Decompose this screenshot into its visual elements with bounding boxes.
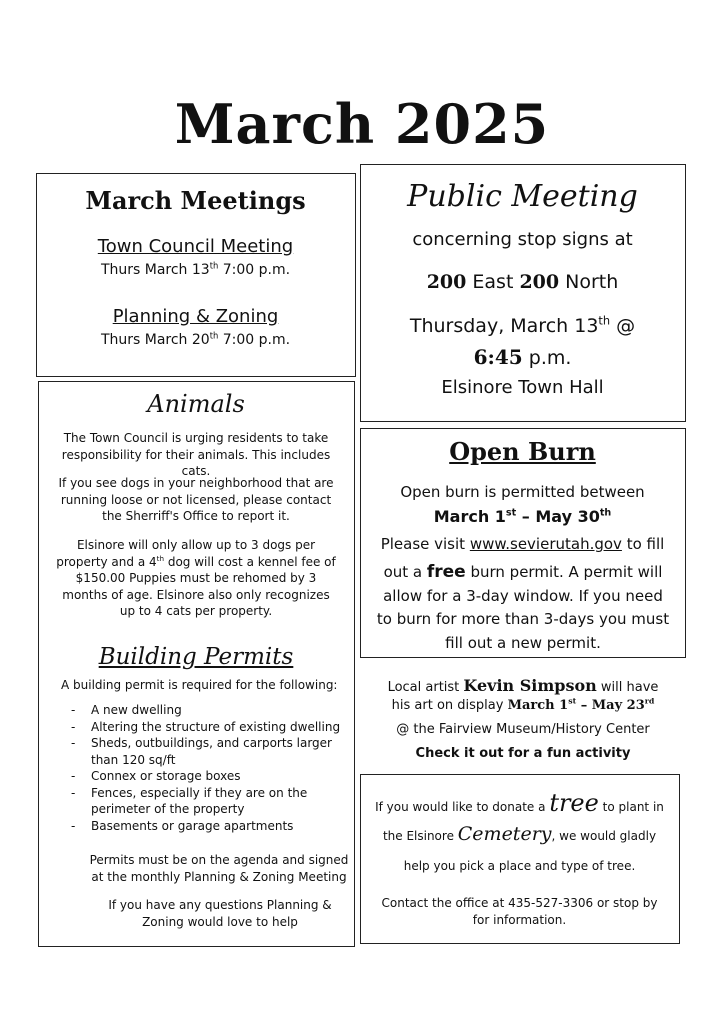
- building-permits-intro: A building permit is required for the following:: [61, 678, 338, 692]
- list-item: - Basements or garage apartments: [61, 818, 341, 835]
- meeting-1-time: Thurs March 13th 7:00 p.m.: [100, 260, 291, 278]
- meetings-heading: March Meetings: [85, 186, 306, 215]
- meeting-1-name: Town Council Meeting: [97, 236, 294, 257]
- animals-paragraph-3: Elsinore will only allow up to 3 dogs per property and a 4th dog will cost a kennel fee of $150.00 Puppies must be rehomed by 3 months of age. Elsinore also only recognizes up to 4 cats per property.: [56, 538, 336, 618]
- list-item: - Fences, especially if they are on the perimeter of the property: [61, 785, 341, 818]
- public-meeting-heading: Public Meeting: [407, 179, 638, 214]
- public-meeting-location: Elsinore Town Hall: [441, 377, 604, 398]
- tree-donation-box: [360, 774, 680, 944]
- list-item: - Sheds, outbuildings, and carports larger than 120 sq/ft: [61, 735, 341, 768]
- public-meeting-time: 6:45 p.m.: [473, 345, 572, 369]
- animals-paragraph-1: The Town Council is urging residents to take responsibility for their animals. This includes cats.: [61, 431, 331, 478]
- public-meeting-date: Thursday, March 13th @: [409, 313, 636, 337]
- meetings-box: [36, 173, 356, 377]
- artist-venue: @ the Fairview Museum/History Center: [396, 722, 650, 737]
- open-burn-heading: Open Burn: [449, 437, 596, 466]
- building-permits-list: [61, 702, 341, 834]
- building-permits-contact: If you have any questions Planning & Zoning would love to help: [108, 898, 332, 929]
- open-burn-box: [360, 428, 686, 658]
- tree-contact: Contact the office at 435-527-3306 or stop by for information.: [381, 896, 658, 927]
- animals-heading: Animals: [147, 390, 245, 418]
- list-item: - Altering the structure of existing dwelling: [61, 719, 341, 736]
- artist-cta: Check it out for a fun activity: [415, 746, 631, 761]
- list-item: - Connex or storage boxes: [61, 768, 341, 785]
- open-burn-visit: Please visit www.sevierutah.gov to fill: [380, 535, 665, 553]
- artist-line1: Local artist Kevin Simpson will have: [387, 676, 659, 695]
- tree-line2: the Elsinore Cemetery, we would gladly: [382, 823, 657, 845]
- building-permits-heading: Building Permits: [98, 644, 294, 670]
- open-burn-dates: March 1st – May 30th: [433, 507, 612, 526]
- page-title: March 2025: [174, 92, 550, 156]
- animals-paragraph-2: If you see dogs in your neighborhood that are running loose or not licensed, please contact the Sherriff's Office to report it.: [58, 476, 334, 523]
- animals-permits-box: [38, 381, 355, 947]
- building-permits-note: Permits must be on the agenda and signed at the monthly Planning & Zoning Meeting: [89, 853, 349, 884]
- public-meeting-line1: concerning stop signs at: [412, 229, 633, 250]
- meeting-2-time: Thurs March 20th 7:00 p.m.: [100, 330, 291, 348]
- open-burn-line1: Open burn is permitted between: [400, 483, 645, 501]
- tree-line3: help you pick a place and type of tree.: [403, 859, 636, 873]
- public-meeting-box: [360, 164, 686, 422]
- artist-line2: his art on display March 1st – May 23rd: [391, 696, 655, 713]
- public-meeting-address: 200 East 200 North: [426, 271, 619, 293]
- tree-line1: If you would like to donate a tree to plant in: [375, 789, 664, 817]
- sevierutah-link[interactable]: www.sevierutah.gov: [469, 535, 622, 553]
- list-item: - A new dwelling: [61, 702, 341, 719]
- meeting-2-name: Planning & Zoning: [112, 306, 279, 327]
- open-burn-details: out a free burn permit. A permit will allow for a 3-day window. If you need to burn for more than 3-days you must fill out a new permit.: [376, 562, 670, 652]
